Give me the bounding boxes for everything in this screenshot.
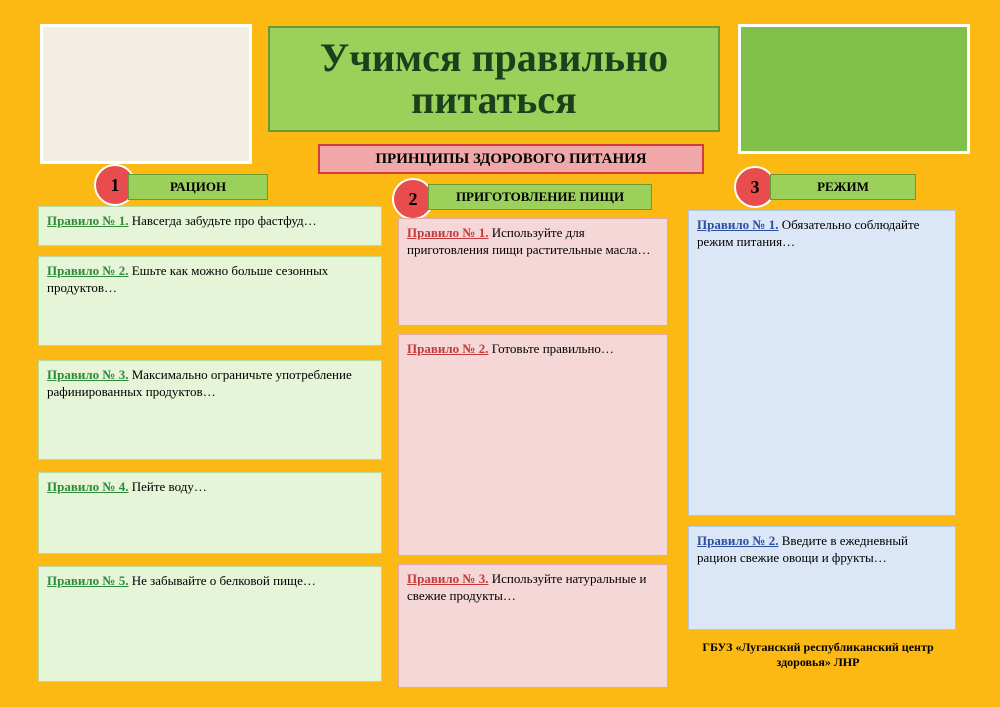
c2-rule1-card <box>398 218 668 326</box>
c1-rule2-label: Правило № 2. <box>47 263 129 278</box>
column-3-number: 3 <box>734 166 776 208</box>
column-1-number: 1 <box>94 164 136 206</box>
vegetables-photo <box>738 24 970 154</box>
c1-rule1-label: Правило № 1. <box>47 213 129 228</box>
c2-rule3-card <box>398 564 668 688</box>
c2-rule3-text: Используйте натуральные и свежие продукты… <box>407 571 647 603</box>
c3-rule1-card <box>688 210 956 516</box>
c2-rule3-label: Правило № 3. <box>407 571 489 586</box>
c1-rule5-label: Правило № 5. <box>47 573 129 588</box>
c3-rule1-text: Обязательно соблюдайте режим питания… <box>697 217 920 249</box>
page-subtitle: ПРИНЦИПЫ ЗДОРОВОГО ПИТАНИЯ <box>318 144 704 174</box>
c1-rule4-text: Пейте воду… <box>131 479 207 494</box>
column-2-number: 2 <box>392 178 434 220</box>
c3-rule1-label: Правило № 1. <box>697 217 779 232</box>
c2-rule2-text: Готовьте правильно… <box>491 341 614 356</box>
c1-rule5-card <box>38 566 382 682</box>
c2-rule2-label: Правило № 2. <box>407 341 489 356</box>
c1-rule1-text: Навсегда забудьте про фастфуд… <box>131 213 317 228</box>
c1-rule3-card <box>38 360 382 460</box>
c1-rule5-text: Не забывайте о белковой пище… <box>131 573 316 588</box>
c1-rule4-label: Правило № 4. <box>47 479 129 494</box>
c1-rule4-card <box>38 472 382 554</box>
c1-rule3-label: Правило № 3. <box>47 367 129 382</box>
column-3-heading: РЕЖИМ <box>770 174 916 200</box>
c3-rule2-card <box>688 526 956 630</box>
c3-rule2-text: Введите в ежедневный рацион свежие овощи и фрукты… <box>697 533 909 565</box>
c1-rule1-card <box>38 206 382 246</box>
c2-rule1-label: Правило № 1. <box>407 225 489 240</box>
column-1-heading: РАЦИОН <box>128 174 268 200</box>
woman-eating-salad-photo <box>40 24 252 164</box>
c1-rule3-text: Максимально ограничьте употребление рафинированных продуктов… <box>47 367 352 399</box>
page-title: Учимся правильно питаться <box>268 26 720 132</box>
c2-rule2-card <box>398 334 668 556</box>
c1-rule2-card <box>38 256 382 346</box>
c2-rule1-text: Используйте для приготовления пищи растительные масла… <box>407 225 651 257</box>
c1-rule2-text: Ешьте как можно больше сезонных продуктов… <box>47 263 329 295</box>
c3-rule2-label: Правило № 2. <box>697 533 779 548</box>
column-2-heading: ПРИГОТОВЛЕНИЕ ПИЩИ <box>428 184 652 210</box>
footer-credit: ГБУЗ «Луганский республиканский центр здоровья» ЛНР <box>702 640 934 669</box>
